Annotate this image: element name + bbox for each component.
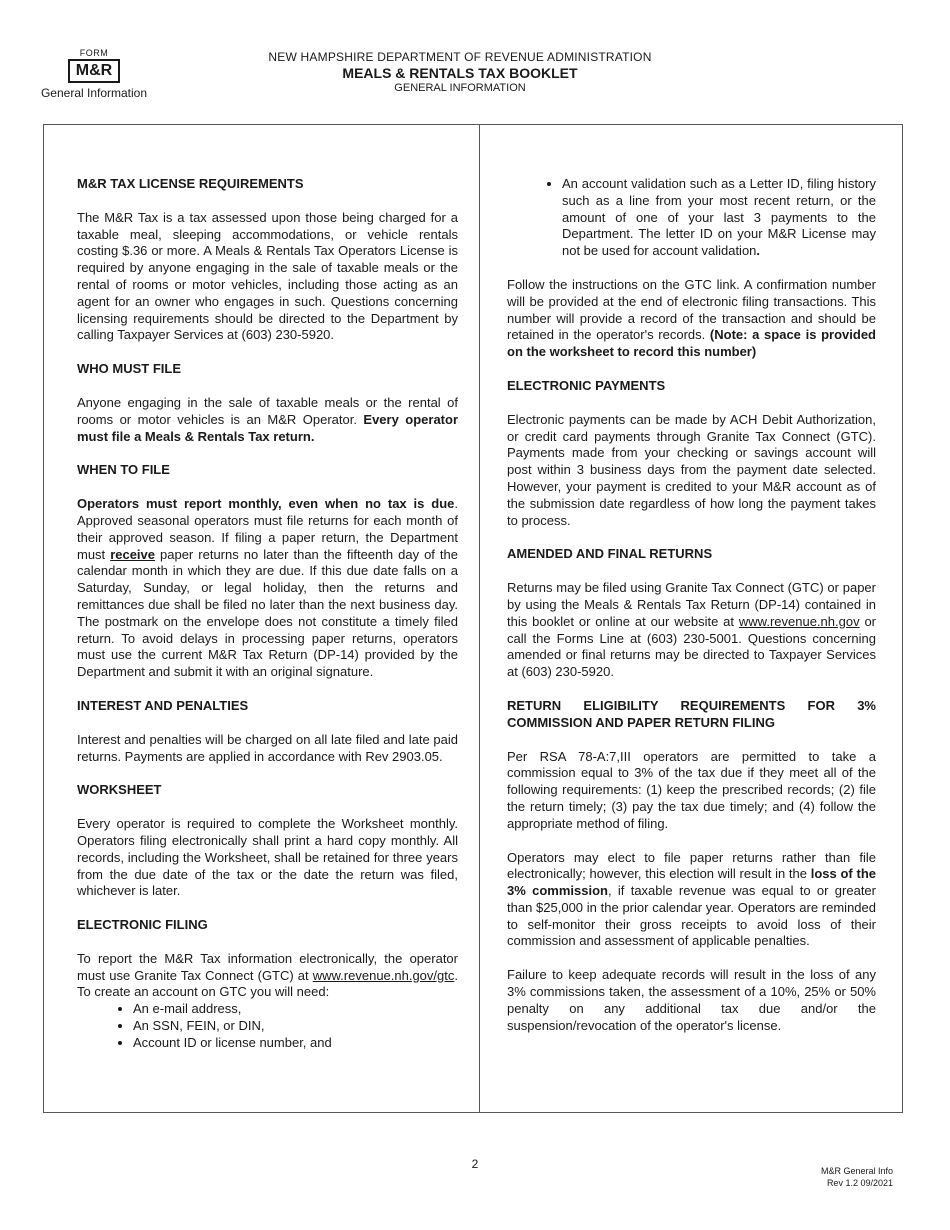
eligibility-body-1: Per RSA 78-A:7,III operators are permitted to take a commission equal to 3% of the tax due if they meet all of the following requirements: (1) keep the prescribed records; (2) file the return timely; (3) pay the tax due timely; and (4) follow the appropriate method of filing. [507, 748, 876, 831]
form-identifier [36, 48, 152, 100]
amended-text-1: Returns may be filed using Granite Tax Connect (GTC) or paper by using the Meals & Rentals Tax Return (DP-14) contained in this booklet or online at our website at [507, 580, 876, 629]
eligibility-body-2 [507, 850, 876, 951]
eligibility-heading: RETURN ELIGIBILITY REQUIREMENTS FOR 3% COMMISSION AND PAPER RETURN FILING [507, 697, 876, 730]
when-body [77, 496, 458, 681]
eligibility-bold: loss of the 3% commission [507, 866, 876, 899]
page-title: MEALS & RENTALS TAX BOOKLET [342, 65, 578, 81]
when-heading: WHEN TO FILE [77, 462, 170, 478]
worksheet-heading: WORKSHEET [77, 782, 162, 798]
column-divider [479, 124, 480, 1113]
footer-revision [821, 1165, 893, 1189]
amended-body [507, 580, 876, 681]
license-heading: M&R TAX LICENSE REQUIREMENTS [77, 176, 304, 191]
epay-heading: ELECTRONIC PAYMENTS [507, 377, 666, 393]
validation-text: An account validation such as a Letter ID, filing history such as a line from your most recent return, or the amount of one of your last 3 payments to the Department. The letter ID on your M&R License may not be used for account validation [562, 176, 876, 259]
follow-body [507, 277, 876, 361]
follow-text: Follow the instructions on the GTC link. A confirmation number will be provided at the end of electronic filing transactions. This number will provide a record of the transaction and should be retained in the operator's records. [507, 276, 876, 343]
validation-end: . [756, 243, 761, 259]
efile-body [77, 951, 458, 1001]
who-body [77, 395, 458, 445]
form-label: FORM [79, 48, 109, 58]
amended-text-2: or call the Forms Line at (603) 230-5001. Questions concerning amended or final returns may be directed to Taxpayer Services at (603) 230-5920. [507, 613, 877, 680]
page-header [230, 50, 690, 94]
left-column [77, 176, 458, 1052]
follow-note: (Note: a space is provided on the worksheet to record this number) [507, 327, 876, 360]
interest-heading: INTEREST AND PENALTIES [77, 697, 249, 713]
footer-line-1: M&R General Info [820, 1166, 893, 1176]
eligibility-text-a: Operators may elect to file paper returns rather than file electronically; however, this election will result in the [507, 849, 876, 882]
efile-requirements-list [77, 1001, 458, 1051]
receive-emphasis: receive [110, 546, 156, 562]
eligibility-body-3: Failure to keep adequate records will result in the loss of any 3% commissions taken, the assessment of a 10%, 25% or 50% penalty on any additional tax due and/or the suspension/revocation of the operator's license. [507, 967, 876, 1033]
who-text: Anyone engaging in the sale of taxable meals or the rental of rooms or motor vehicles is an M&R Operator. [77, 394, 458, 427]
list-item: • An e-mail address, [133, 1001, 458, 1018]
when-text-1: . Approved seasonal operators must file returns for each month of their approved season. If filing a paper return, the Department must [77, 496, 458, 562]
revenue-website-link[interactable]: www.revenue.nh.gov [738, 613, 860, 629]
list-item: • An SSN, FEIN, or DIN, [133, 1018, 458, 1035]
who-heading: WHO MUST FILE [77, 361, 181, 377]
form-subtitle: General Information [40, 86, 148, 100]
gtc-link[interactable]: www.revenue.nh.gov/gtc [312, 967, 455, 983]
right-column [507, 176, 876, 1051]
who-bold: Every operator must file a Meals & Rentals Tax return. [77, 411, 459, 444]
list-item [562, 176, 876, 260]
when-bold-lead: Operators must report monthly, even when no tax is due [77, 496, 455, 512]
list-item: • Account ID or license number, and [133, 1035, 458, 1052]
page-subtitle: GENERAL INFORMATION [394, 82, 526, 94]
efile-heading: ELECTRONIC FILING [77, 917, 208, 933]
efile-text-1: To report the M&R Tax information electronically, the operator must use Granite Tax Connect (GTC) at [77, 950, 458, 983]
footer-line-2: Rev 1.2 09/2021 [826, 1178, 893, 1188]
efile-text-2: . To create an account on GTC you will need: [77, 967, 458, 1000]
eligibility-text-b: , if taxable revenue was equal to or greater than $25,000 in the prior calendar year. Operators are reminded to self-monitor their gross receipts to avoid loss of their commission and assessment of applicable penalties. [507, 883, 876, 949]
interest-body: Interest and penalties will be charged on all late filed and late paid returns. Payments are applied in accordance with Rev 2903.05. [77, 731, 458, 764]
validation-list [507, 176, 876, 260]
agency-name: NEW HAMPSHIRE DEPARTMENT OF REVENUE ADMINISTRATION [268, 50, 652, 64]
license-body: The M&R Tax is a tax assessed upon those being charged for a taxable meal, sleeping accommodations, or vehicle rentals costing $.36 or more. A Meals & Rentals Tax Operators License is required by anyone engaging in the sale of taxable meals or the rental of rooms or motor vehicles, including those acting as an agent for an owner who engages in such. Questions concerning licensing requirements should be directed to the Department by calling Taxpayer Services at (603) 230-5920. [77, 209, 458, 343]
when-text-2: paper returns no later than the fifteenth day of the calendar month in which they are due. If this due date falls on a Saturday, Sunday, or legal holiday, then the returns and remittances due shall be filed no later than the next business day. The postmark on the envelope does not constitute a timely filed return. To avoid delays in processing paper returns, operators must use the current M&R Tax Return (DP-14) provided by the Department and submit it with an original signature. [77, 546, 458, 680]
worksheet-body: Every operator is required to complete the Worksheet monthly. Operators filing electronically shall print a hard copy monthly. All records, including the Worksheet, shall be retained for three years from the due date of the tax or the date the return was filed, whichever is later. [77, 816, 458, 899]
amended-heading: AMENDED AND FINAL RETURNS [507, 546, 713, 562]
form-code: M&R [68, 59, 120, 83]
page-number: 2 [471, 1157, 479, 1171]
epay-body: Electronic payments can be made by ACH Debit Authorization, or credit card payments through Granite Tax Connect (GTC). Payments made from your checking or savings account will post within 3 business days from the payment date selected. However, your payment is credited to your M&R account as of the submission date regardless of how long the payment takes to process. [507, 411, 876, 528]
